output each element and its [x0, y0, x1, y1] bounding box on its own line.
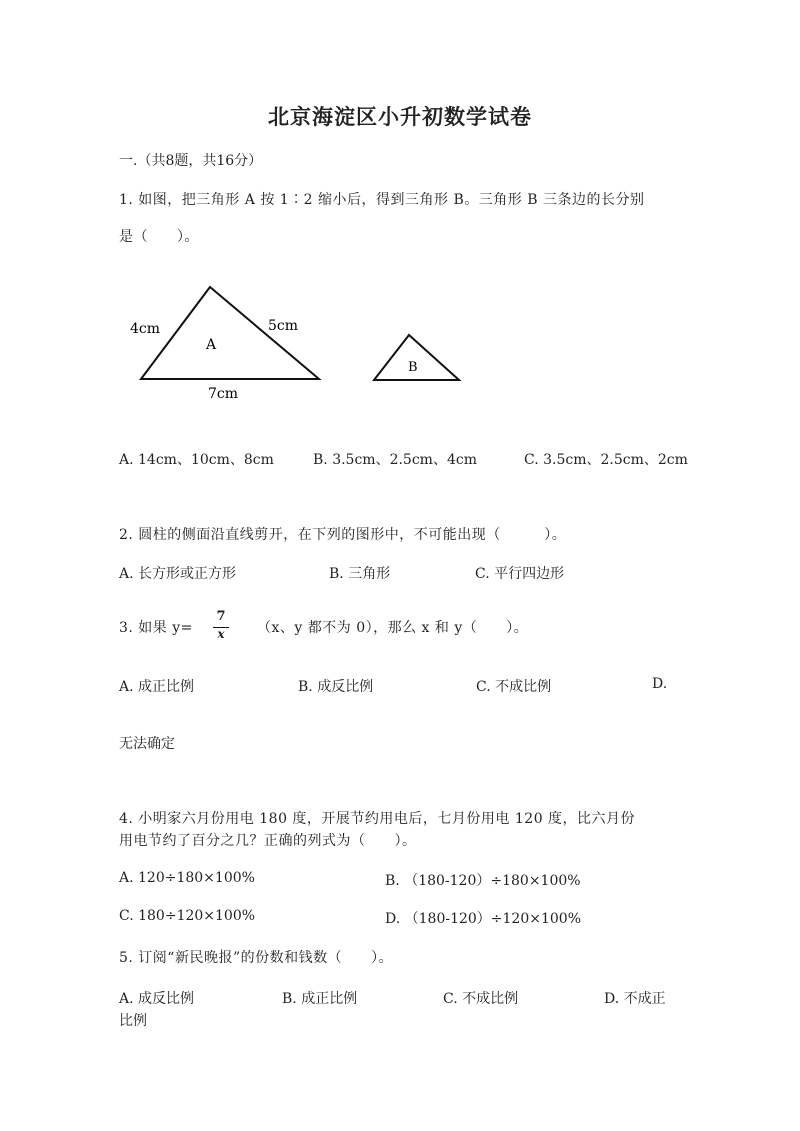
q3-option-a[interactable]: A. 成正比例: [119, 679, 195, 695]
q5-option-d[interactable]: D. 不成正: [604, 991, 666, 1007]
q5-option-c[interactable]: C. 不成比例: [443, 991, 519, 1007]
q2-text: 2. 圆柱的侧面沿直线剪开，在下列的图形中，不可能出现（ ）。: [119, 527, 567, 543]
q1-text-line1: 1. 如图，把三角形 A 按 1∶2 缩小后，得到三角形 B。三角形 B 三条边的长分别: [119, 192, 645, 208]
triangle-a-side-bottom-label: 7cm: [208, 386, 239, 402]
triangle-a-side-right-label: 5cm: [268, 318, 299, 334]
q3-option-c[interactable]: C. 不成比例: [476, 679, 552, 695]
q3-text-prefix: 3. 如果 y=: [119, 620, 193, 636]
q2-option-a[interactable]: A. 长方形或正方形: [119, 566, 237, 582]
q3-fraction-denominator: x: [217, 627, 225, 641]
q4-option-d[interactable]: D. （180-120）÷120×100%: [385, 911, 582, 927]
q1-option-c[interactable]: C. 3.5cm、2.5cm、2cm: [524, 452, 688, 468]
q4-option-b[interactable]: B. （180-120）÷180×100%: [385, 873, 581, 889]
q3-option-d[interactable]: D.: [652, 676, 668, 692]
q3-fraction-numerator: 7: [216, 609, 226, 624]
q5-option-b[interactable]: B. 成正比例: [282, 991, 358, 1007]
page-title: 北京海淀区小升初数学试卷: [268, 104, 532, 129]
triangle-a-side-left-label: 4cm: [130, 321, 161, 337]
q1-text-line2: 是（ ）。: [119, 229, 199, 245]
q4-text-line2: 用电节约了百分之几？正确的列式为（ ）。: [119, 833, 417, 849]
q4-text-line1: 4. 小明家六月份用电 180 度，开展节约用电后，七月份用电 120 度，比六月份: [119, 811, 636, 827]
q2-option-b[interactable]: B. 三角形: [329, 566, 391, 582]
triangle-b-name-label: B: [408, 360, 418, 375]
q5-option-a[interactable]: A. 成反比例: [119, 991, 195, 1007]
q5-option-d-continued: 比例: [119, 1013, 147, 1029]
triangle-a-name-label: A: [206, 337, 217, 353]
q4-option-a[interactable]: A. 120÷180×100%: [119, 870, 255, 886]
q1-option-b[interactable]: B. 3.5cm、2.5cm、4cm: [313, 452, 477, 468]
q2-option-c[interactable]: C. 平行四边形: [475, 566, 565, 582]
section-heading: 一.（共8题，共16分）: [119, 153, 263, 169]
q3-option-b[interactable]: B. 成反比例: [298, 679, 374, 695]
q4-option-c[interactable]: C. 180÷120×100%: [119, 908, 256, 924]
q1-option-a[interactable]: A. 14cm、10cm、8cm: [119, 452, 274, 468]
q3-text-suffix: （x、y 都不为 0），那么 x 和 y（ ）。: [257, 620, 529, 636]
q5-text: 5. 订阅“新民晚报”的份数和钱数（ ）。: [119, 950, 394, 966]
q3-option-d-continued: 无法确定: [119, 736, 175, 752]
